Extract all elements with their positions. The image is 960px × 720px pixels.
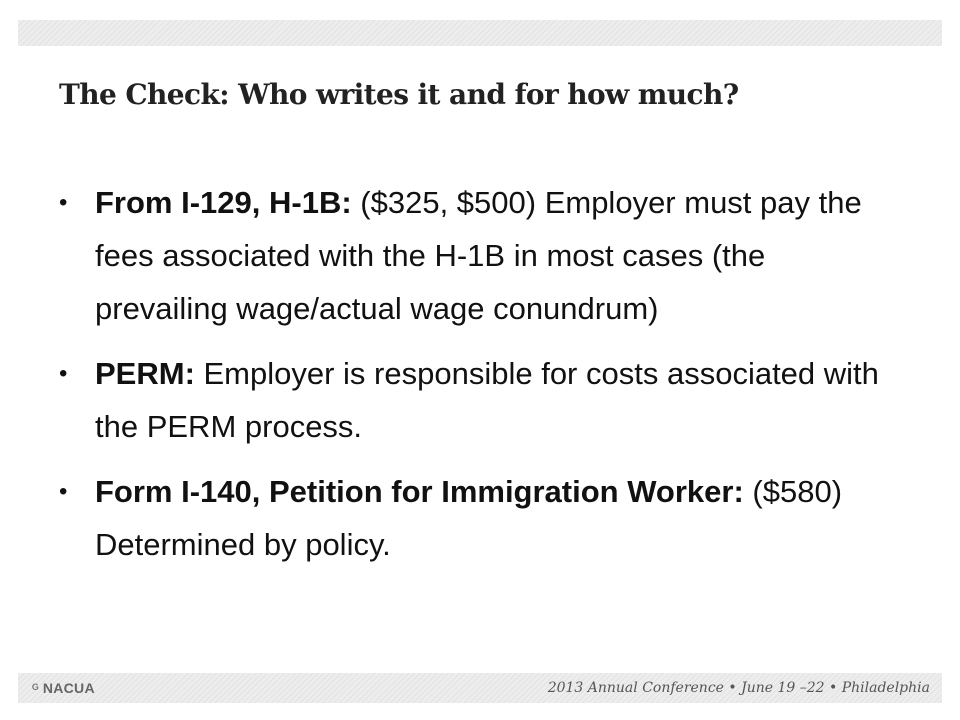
pillar-icon: ᴳ [32, 680, 39, 696]
nacua-logo [32, 680, 95, 696]
logo-text: NACUA [42, 680, 95, 696]
bullet-item-perm [59, 347, 895, 453]
bullet-item-i140 [59, 465, 895, 571]
bullet-item-h1b [59, 176, 895, 335]
bullet-dot-icon: • [59, 360, 68, 387]
top-decorative-band [18, 20, 942, 46]
conference-info: 2013 Annual Conference • June 19 –22 • Philadelphia [547, 680, 930, 696]
bullet-list [59, 176, 895, 583]
bullet-lead: PERM: [95, 356, 195, 391]
bullet-text: Employer is responsible for costs associated with the PERM process. [95, 356, 879, 444]
bullet-text: ($580) Determined by policy. [95, 474, 843, 562]
bullet-dot-icon: • [59, 478, 68, 505]
bullet-text: ($325, $500) Employer must pay the fees associated with the H-1B in most cases (the prevailing wage/actual wage conundrum) [95, 185, 862, 326]
slide-title: The Check: Who writes it and for how much? [59, 78, 739, 111]
bullet-lead: Form I-140, Petition for Immigration Worker: [95, 474, 744, 509]
bullet-dot-icon: • [59, 189, 68, 216]
bullet-lead: From I-129, H-1B: [95, 185, 352, 220]
